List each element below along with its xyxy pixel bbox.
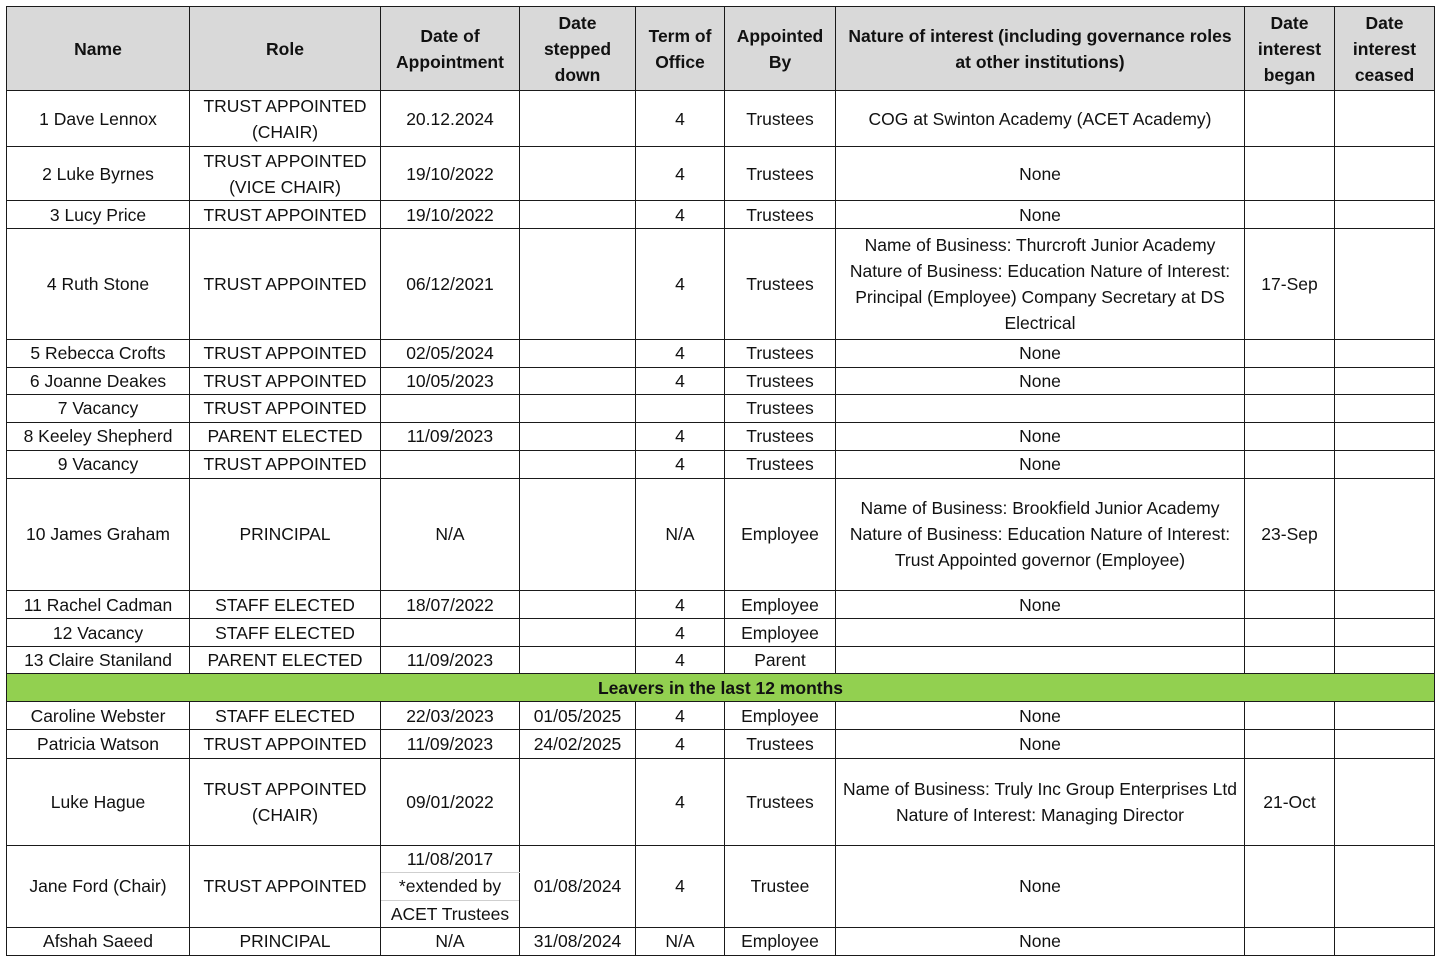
cell-appointed-by: Trustees [725, 367, 836, 394]
cell-name: 7 Vacancy [7, 394, 190, 422]
cell-appointed-by: Trustees [725, 147, 836, 201]
cell-ceased [1335, 591, 1435, 619]
cell-ceased [1335, 619, 1435, 647]
cell-role: TRUST APPOINTED [190, 450, 381, 478]
cell-stepped-down: 01/08/2024 [520, 845, 636, 927]
table-row [7, 339, 1435, 367]
cell-name: 2 Luke Byrnes [7, 147, 190, 201]
cell-role: TRUST APPOINTED (CHAIR) [190, 91, 381, 147]
table-row [7, 229, 1435, 339]
cell-appointed: 11/09/2023 [381, 730, 520, 758]
cell-began [1245, 91, 1335, 147]
cell-stepped-down [520, 367, 636, 394]
cell-ceased [1335, 339, 1435, 367]
cell-stepped-down [520, 91, 636, 147]
cell-stepped-down [520, 201, 636, 229]
cell-term: 4 [636, 201, 725, 229]
cell-name: 4 Ruth Stone [7, 229, 190, 339]
cell-appointed: 11/08/2017 [381, 845, 520, 872]
cell-stepped-down [520, 339, 636, 367]
cell-interest: None [836, 927, 1245, 955]
cell-role: TRUST APPOINTED [190, 229, 381, 339]
cell-role: PRINCIPAL [190, 478, 381, 590]
header-date-of-appointment: Date of Appointment [381, 7, 520, 91]
cell-role: TRUST APPOINTED (VICE CHAIR) [190, 147, 381, 201]
cell-interest: Name of Business: Brookfield Junior Academy Nature of Business: Education Nature of Interest: Trust Appointed governor (Employee) [836, 478, 1245, 590]
cell-stepped-down: 01/05/2025 [520, 702, 636, 730]
cell-ceased [1335, 702, 1435, 730]
cell-appointed: 19/10/2022 [381, 147, 520, 201]
cell-term: 4 [636, 845, 725, 927]
cell-role: TRUST APPOINTED [190, 845, 381, 927]
cell-appointed: 11/09/2023 [381, 422, 520, 450]
cell-interest: None [836, 702, 1245, 730]
cell-role: TRUST APPOINTED [190, 394, 381, 422]
cell-appointed-by: Employee [725, 927, 836, 955]
cell-began [1245, 619, 1335, 647]
header-row [7, 7, 1435, 91]
table-row [7, 647, 1435, 674]
cell-ceased [1335, 927, 1435, 955]
header-name: Name [7, 7, 190, 91]
cell-began [1245, 702, 1335, 730]
cell-name: Caroline Webster [7, 702, 190, 730]
cell-term: 4 [636, 367, 725, 394]
cell-term: N/A [636, 927, 725, 955]
table-row [7, 394, 1435, 422]
cell-ceased [1335, 478, 1435, 590]
cell-appointed: 06/12/2021 [381, 229, 520, 339]
cell-appointed: 18/07/2022 [381, 591, 520, 619]
cell-name: 13 Claire Staniland [7, 647, 190, 674]
cell-stepped-down [520, 619, 636, 647]
table-row [7, 450, 1435, 478]
cell-began: 23-Sep [1245, 478, 1335, 590]
cell-name: 6 Joanne Deakes [7, 367, 190, 394]
cell-ceased [1335, 91, 1435, 147]
cell-stepped-down [520, 229, 636, 339]
cell-appointed-by: Trustees [725, 422, 836, 450]
cell-term: 4 [636, 758, 725, 845]
cell-appointed: N/A [381, 478, 520, 590]
header-term-of-office: Term of Office [636, 7, 725, 91]
table-row [7, 367, 1435, 394]
cell-term: 4 [636, 647, 725, 674]
cell-term: N/A [636, 478, 725, 590]
cell-appointed-by: Trustees [725, 758, 836, 845]
cell-name: 12 Vacancy [7, 619, 190, 647]
cell-appointed: 02/05/2024 [381, 339, 520, 367]
leavers-section-row [7, 674, 1435, 702]
cell-role: TRUST APPOINTED (CHAIR) [190, 758, 381, 845]
header-date-interest-ceased: Date interest ceased [1335, 7, 1435, 91]
cell-interest: None [836, 201, 1245, 229]
cell-appointed: 10/05/2023 [381, 367, 520, 394]
cell-interest: None [836, 591, 1245, 619]
cell-stepped-down: 24/02/2025 [520, 730, 636, 758]
cell-name: Jane Ford (Chair) [7, 845, 190, 927]
cell-role: PARENT ELECTED [190, 422, 381, 450]
cell-began [1245, 591, 1335, 619]
cell-name: 3 Lucy Price [7, 201, 190, 229]
cell-began [1245, 147, 1335, 201]
cell-appointed-by: Trustees [725, 730, 836, 758]
table-row [7, 927, 1435, 955]
cell-name: Patricia Watson [7, 730, 190, 758]
cell-interest [836, 619, 1245, 647]
cell-ceased [1335, 229, 1435, 339]
cell-stepped-down [520, 450, 636, 478]
cell-term: 4 [636, 91, 725, 147]
cell-appointed-by: Parent [725, 647, 836, 674]
table-row [7, 845, 1435, 872]
cell-name: 9 Vacancy [7, 450, 190, 478]
cell-appointed: N/A [381, 927, 520, 955]
cell-began [1245, 927, 1335, 955]
cell-name: 8 Keeley Shepherd [7, 422, 190, 450]
cell-interest: None [836, 147, 1245, 201]
cell-stepped-down [520, 478, 636, 590]
cell-appointed-by: Trustee [725, 845, 836, 927]
cell-appointed-by: Employee [725, 702, 836, 730]
cell-ceased [1335, 201, 1435, 229]
cell-term: 4 [636, 619, 725, 647]
table-row [7, 201, 1435, 229]
cell-name: 5 Rebecca Crofts [7, 339, 190, 367]
cell-name: 10 James Graham [7, 478, 190, 590]
table-row [7, 702, 1435, 730]
cell-began: 17-Sep [1245, 229, 1335, 339]
cell-term: 4 [636, 147, 725, 201]
cell-appointed-by: Trustees [725, 201, 836, 229]
cell-name: 11 Rachel Cadman [7, 591, 190, 619]
cell-stepped-down [520, 758, 636, 845]
cell-ceased [1335, 394, 1435, 422]
cell-name: 1 Dave Lennox [7, 91, 190, 147]
cell-ceased [1335, 758, 1435, 845]
table-row [7, 730, 1435, 758]
cell-interest: Name of Business: Thurcroft Junior Academy Nature of Business: Education Nature of Interest: Principal (Employee) Company Secretary at DS Electrical [836, 229, 1245, 339]
cell-ceased [1335, 422, 1435, 450]
cell-interest: None [836, 450, 1245, 478]
cell-appointed-by: Employee [725, 591, 836, 619]
cell-appointed: *extended by [381, 872, 520, 900]
cell-appointed-by: Trustees [725, 229, 836, 339]
cell-began [1245, 845, 1335, 927]
cell-ceased [1335, 730, 1435, 758]
cell-term: 4 [636, 339, 725, 367]
table-row [7, 147, 1435, 201]
leavers-body [7, 702, 1435, 956]
cell-term: 4 [636, 229, 725, 339]
cell-ceased [1335, 450, 1435, 478]
cell-began [1245, 422, 1335, 450]
cell-began [1245, 367, 1335, 394]
cell-appointed-by: Trustees [725, 394, 836, 422]
cell-appointed-by: Trustees [725, 339, 836, 367]
cell-ceased [1335, 647, 1435, 674]
cell-term: 4 [636, 702, 725, 730]
cell-role: PARENT ELECTED [190, 647, 381, 674]
cell-role: STAFF ELECTED [190, 591, 381, 619]
cell-role: TRUST APPOINTED [190, 730, 381, 758]
cell-appointed-by: Employee [725, 619, 836, 647]
cell-appointed [381, 619, 520, 647]
header-date-interest-began: Date interest began [1245, 7, 1335, 91]
cell-term: 4 [636, 422, 725, 450]
cell-stepped-down [520, 591, 636, 619]
cell-role: STAFF ELECTED [190, 702, 381, 730]
cell-interest: COG at Swinton Academy (ACET Academy) [836, 91, 1245, 147]
cell-ceased [1335, 367, 1435, 394]
table-row [7, 422, 1435, 450]
cell-appointed-by: Trustees [725, 91, 836, 147]
cell-appointed-by: Employee [725, 478, 836, 590]
cell-stepped-down [520, 147, 636, 201]
cell-appointed [381, 450, 520, 478]
header-nature-of-interest: Nature of interest (including governance roles at other institutions) [836, 7, 1245, 91]
cell-appointed: 20.12.2024 [381, 91, 520, 147]
cell-stepped-down [520, 394, 636, 422]
cell-interest: None [836, 339, 1245, 367]
cell-interest [836, 394, 1245, 422]
cell-name: Luke Hague [7, 758, 190, 845]
cell-appointed: 22/03/2023 [381, 702, 520, 730]
cell-began [1245, 394, 1335, 422]
cell-name: Afshah Saeed [7, 927, 190, 955]
cell-term: 4 [636, 591, 725, 619]
cell-began [1245, 201, 1335, 229]
cell-role: TRUST APPOINTED [190, 367, 381, 394]
cell-stepped-down: 31/08/2024 [520, 927, 636, 955]
cell-role: PRINCIPAL [190, 927, 381, 955]
cell-role: TRUST APPOINTED [190, 201, 381, 229]
cell-began [1245, 647, 1335, 674]
cell-appointed: 09/01/2022 [381, 758, 520, 845]
cell-role: STAFF ELECTED [190, 619, 381, 647]
cell-appointed-by: Trustees [725, 450, 836, 478]
cell-interest [836, 647, 1245, 674]
cell-ceased [1335, 147, 1435, 201]
cell-role: TRUST APPOINTED [190, 339, 381, 367]
cell-interest: None [836, 845, 1245, 927]
cell-interest: None [836, 367, 1245, 394]
table-row [7, 758, 1435, 845]
table-row [7, 91, 1435, 147]
table-row [7, 478, 1435, 590]
cell-interest: None [836, 730, 1245, 758]
table-row [7, 591, 1435, 619]
header-role: Role [190, 7, 381, 91]
leavers-section-title: Leavers in the last 12 months [7, 674, 1435, 702]
cell-interest: None [836, 422, 1245, 450]
cell-appointed [381, 394, 520, 422]
cell-ceased [1335, 845, 1435, 927]
cell-appointed: ACET Trustees [381, 900, 520, 927]
cell-began: 21-Oct [1245, 758, 1335, 845]
header-date-stepped-down: Date stepped down [520, 7, 636, 91]
table-row [7, 619, 1435, 647]
cell-term: 4 [636, 450, 725, 478]
header-appointed-by: Appointed By [725, 7, 836, 91]
cell-interest: Name of Business: Truly Inc Group Enterprises Ltd Nature of Interest: Managing Director [836, 758, 1245, 845]
cell-term [636, 394, 725, 422]
members-body [7, 91, 1435, 674]
cell-term: 4 [636, 730, 725, 758]
cell-appointed: 11/09/2023 [381, 647, 520, 674]
cell-began [1245, 339, 1335, 367]
cell-stepped-down [520, 647, 636, 674]
cell-began [1245, 730, 1335, 758]
cell-appointed: 19/10/2022 [381, 201, 520, 229]
governors-table [6, 6, 1435, 956]
cell-began [1245, 450, 1335, 478]
cell-stepped-down [520, 422, 636, 450]
